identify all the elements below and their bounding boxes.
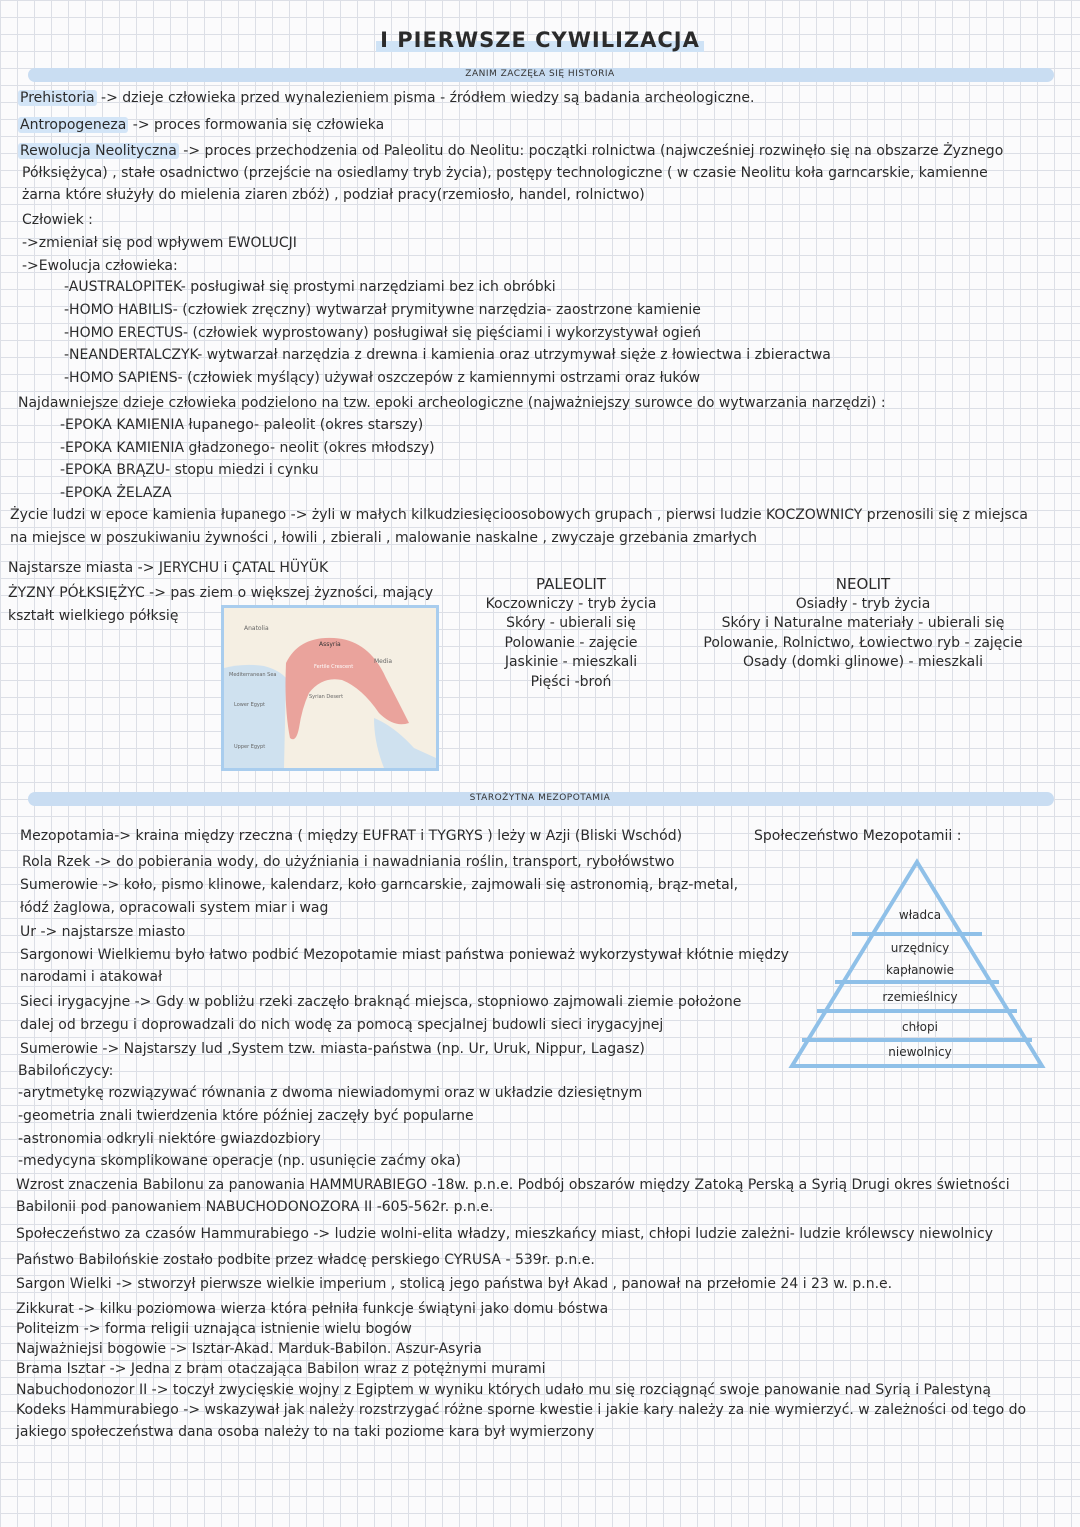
map-label: Media — [374, 658, 393, 665]
mezo-line: Kodeks Hammurabiego -> wskazywał jak należy rozstrzygać różne sporne kwestie i jakie kary należy za nie wymierzyć. w zależności od tego do — [16, 1402, 1027, 1418]
epoch-item: -EPOKA ŻELAZA — [60, 485, 172, 501]
paleolit-column — [480, 575, 662, 692]
evolution-item: -HOMO SAPIENS- (człowiek myślący) używał oszczepów z kamiennymi ostrzami oraz łuków — [64, 370, 701, 386]
mezo-line: Nabuchodonozor II -> toczył zwycięskie wojny z Egiptem w wyniku których udało mu się rozciągnąć swoje panowanie nad Syrią i Palestyną — [16, 1382, 991, 1398]
neolit-heading: NEOLIT — [835, 575, 891, 593]
mezo-line: -geometria znali twierdzenia które później zaczęły być popularne — [18, 1108, 474, 1124]
term-antropogeneza: Antropogeneza — [20, 117, 127, 133]
map-label: Upper Egypt — [234, 744, 266, 750]
mezo-line: -arytmetykę rozwiązywać równania z dwoma niewiadomymi oraz w układzie dziesiętnym — [18, 1085, 643, 1101]
neolit-item: Osiadły - tryb życia — [795, 595, 931, 612]
line-czlowiek: Człowiek : — [22, 212, 93, 228]
cities-text: Najstarsze miasta -> JERYCHU i ÇATAL HÜYÜK — [8, 560, 329, 576]
mezo-line: Ur -> najstarsze miasto — [20, 924, 186, 940]
mezo-line: łódź żaglowa, opracowali system miar i wag — [20, 900, 329, 916]
neolit-column — [676, 575, 1050, 673]
line-rewolucja — [18, 141, 1003, 161]
mezo-line: Sumerowie -> Najstarszy lud ,System tzw. miasta-państwa (np. Ur, Uruk, Nippur, Lagasz) — [20, 1041, 645, 1057]
fertile-crescent-map — [221, 605, 439, 771]
pyramid-level: rzemieślnicy — [882, 990, 958, 1004]
term-prehistoria: Prehistoria — [20, 90, 95, 106]
map-label: Assyria — [319, 641, 341, 648]
epochs-intro: Najdawniejsze dzieje człowieka podzielono na tzw. epoki archeologiczne (najważniejszy surowce do wytwarzania narzędzi) : — [18, 395, 886, 411]
pyramid-level: urzędnicy — [890, 941, 950, 955]
mezo-line: narodami i atakował — [20, 969, 163, 985]
line-antropogeneza — [18, 115, 384, 135]
map-label: Syrian Desert — [309, 694, 344, 700]
mezo-line: -medycyna skomplikowane operacje (np. usunięcie zaćmy oka) — [18, 1153, 461, 1169]
page-title — [0, 28, 1080, 52]
map-label: Mediterranean Sea — [229, 672, 277, 678]
neolit-item: Skóry i Naturalne materiały - ubierali się — [721, 615, 1005, 631]
mezo-line: Państwo Babilońskie zostało podbite przez władcę perskiego CYRUSA - 539r. p.n.e. — [16, 1252, 595, 1268]
paleolit-item: Polowanie - zajęcie — [504, 634, 638, 651]
evolution-item: -HOMO ERECTUS- (człowiek wyprostowany) posługiwał się pięściami i wykorzystywał ogień — [64, 325, 702, 341]
mezo-line: Najważniejsi bogowie -> Isztar-Akad. Marduk-Babilon. Aszur-Asyria — [16, 1341, 482, 1357]
paleolit-item: Skóry - ubierali się — [506, 615, 636, 631]
pyramid-level: niewolnicy — [888, 1045, 952, 1059]
map-graphic — [224, 608, 436, 768]
epoch-item: -EPOKA BRĄZU- stopu miedzi i cynku — [60, 462, 319, 478]
mezo-line: Sumerowie -> koło, pismo klinowe, kalendarz, koło garncarskie, zajmowali się astronomią, brąz-metal, — [20, 877, 739, 893]
pyramid-level: władca — [898, 908, 942, 922]
paleolit-heading: PALEOLIT — [536, 575, 606, 593]
map-label: Anatolia — [244, 625, 269, 632]
title-text: I PIERWSZE CYWILIZACJA — [376, 28, 704, 52]
paleolit-item: Pięści -broń — [530, 673, 612, 690]
definition-text: -> proces przechodzenia od Paleolitu do Neolitu: początki rolnictwa (najwcześniej rozwinęło się na obszarze Żyznego — [178, 143, 1004, 159]
mezo-line: Wzrost znaczenia Babilonu za panowania HAMMURABIEGO -18w. p.n.e. Podbój obszarów między Zatoką Perską a Syrią Drugi okres świetności — [16, 1177, 1010, 1193]
line-prehistoria — [18, 88, 754, 108]
mezo-line: Sargonowi Wielkiemu było łatwo podbić Mezopotamie miast państwa ponieważ wykorzystywał kłótnie między — [20, 947, 789, 963]
neolit-item: Osady (domki glinowe) - mieszkali — [742, 654, 984, 670]
evolution-item: -HOMO HABILIS- (człowiek zręczny) wytwarzał prymitywne narzędzia- zaostrzone kamienie — [64, 302, 701, 318]
map-label: Fertile Crescent — [314, 664, 354, 670]
term-rewolucja: Rewolucja Neolityczna — [20, 143, 177, 159]
section-label-1: ZANIM ZACZĘŁA SIĘ HISTORIA — [465, 69, 615, 79]
mezo-line: Politeizm -> forma religii uznająca istnienie wielu bogów — [16, 1321, 412, 1337]
mezo-line: Mezopotamia-> kraina między rzeczna ( między EUFRAT i TYGRYS ) leży w Azji (Bliski Wschód) — [20, 828, 683, 844]
crescent-text-1: ŻYZNY PÓŁKSIĘŻYC -> pas ziem o większej żyzności, mający — [8, 585, 434, 601]
life-text-2: na miejsce w poszukiwaniu żywności , łowili , zbierali , malowanie naskalne , zwyczaje grzebania zmarłych — [10, 530, 758, 546]
definition-text: -> proces formowania się człowieka — [128, 117, 385, 133]
epoch-item: -EPOKA KAMIENIA gładzonego- neolit (okres młodszy) — [60, 440, 435, 456]
neolit-item: Polowanie, Rolnictwo, Łowiectwo ryb - zajęcie — [703, 634, 1023, 651]
life-text-1: Życie ludzi w epoce kamienia łupanego -> żyli w małych kilkudziesięcioosobowych grupach , pierwsi ludzie KOCZOWNICY przenosili się z miejsca — [10, 507, 1028, 523]
evolution-item: -NEANDERTALCZYK- wytwarzał narzędzia z drewna i kamienia oraz utrzymywał sięże z łowiectwa i zbieractwa — [64, 347, 831, 363]
mezo-line: Zikkurat -> kilku poziomowa wierza która pełniła funkcje świątyni jako domu bóstwa — [16, 1301, 609, 1317]
evolution-item: -AUSTRALOPITEK- posługiwał się prostymi narzędziami bez ich obróbki — [64, 279, 556, 295]
mezo-line: Babilonii pod panowaniem NABUCHODONOZORA II -605-562r. p.n.e. — [16, 1199, 494, 1215]
line-rewolucja-cont2: żarna które służyły do mielenia ziaren zbóż) , podział pracy(rzemiosło, handel, rolnictwo) — [22, 187, 645, 203]
map-label: Lower Egypt — [234, 702, 265, 708]
society-title: Społeczeństwo Mezopotamii : — [754, 828, 962, 844]
pyramid-level: chłopi — [902, 1020, 938, 1034]
mezo-line: -astronomia odkryli niektóre gwiazdozbiory — [18, 1131, 321, 1147]
line-ewolucja-czlowieka: ->Ewolucja człowieka: — [22, 258, 178, 274]
epoch-item: -EPOKA KAMIENIA łupanego- paleolit (okres starszy) — [60, 417, 424, 433]
line-rewolucja-cont1: Półksiężyca) , stałe osadnictwo (przejście na osiedlamy tryb życia), postępy technologiczne ( w czasie Neolitu koła garncarskie, kamienne — [22, 165, 988, 181]
paleolit-item: Jaskinie - mieszkali — [504, 654, 638, 670]
definition-text: -> dzieje człowieka przed wynalezieniem pisma - źródłem wiedzy są badania archeologiczne. — [96, 90, 755, 106]
mezo-line: Społeczeństwo za czasów Hammurabiego -> ludzie wolni-elita władzy, mieszkańcy miast, chłopi ludzie zależni- ludzie królewscy niewolnicy — [16, 1226, 994, 1242]
mezo-line: Sieci irygacyjne -> Gdy w pobliżu rzeki zaczęło braknąć miejsca, stopniowo zajmowali ziemie położone — [20, 994, 742, 1010]
mezo-line: Rola Rzek -> do pobierania wody, do użyźniania i nawadniania roślin, transport, rybołówstwo — [22, 854, 675, 870]
mezo-line: Sargon Wielki -> stworzył pierwsze wielkie imperium , stolicą jego państwa był Akad , panował na przełomie 24 i 23 w. p.n.e. — [16, 1276, 893, 1292]
mezo-line: Babilończycy: — [18, 1063, 114, 1079]
mezo-line: jakiego społeczeństwa dana osoba należy to na taki poziome kara był wymierzony — [16, 1424, 595, 1440]
section-label-2: STAROŻYTNA MEZOPOTAMIA — [469, 793, 611, 803]
crescent-text-2: kształt wielkiego półksię — [8, 608, 179, 624]
mezo-line: Brama Isztar -> Jedna z bram otaczająca Babilon wraz z potężnymi murami — [16, 1361, 546, 1377]
paleolit-item: Koczowniczy - tryb życia — [485, 595, 657, 612]
pyramid-level: kapłanowie — [886, 963, 954, 977]
line-ewolucja: ->zmieniał się pod wpływem EWOLUCJI — [22, 235, 297, 251]
mezo-line: dalej od brzegu i doprowadzali do nich wodę za pomocą specjalnej budowli sieci irygacyjnej — [20, 1017, 664, 1033]
